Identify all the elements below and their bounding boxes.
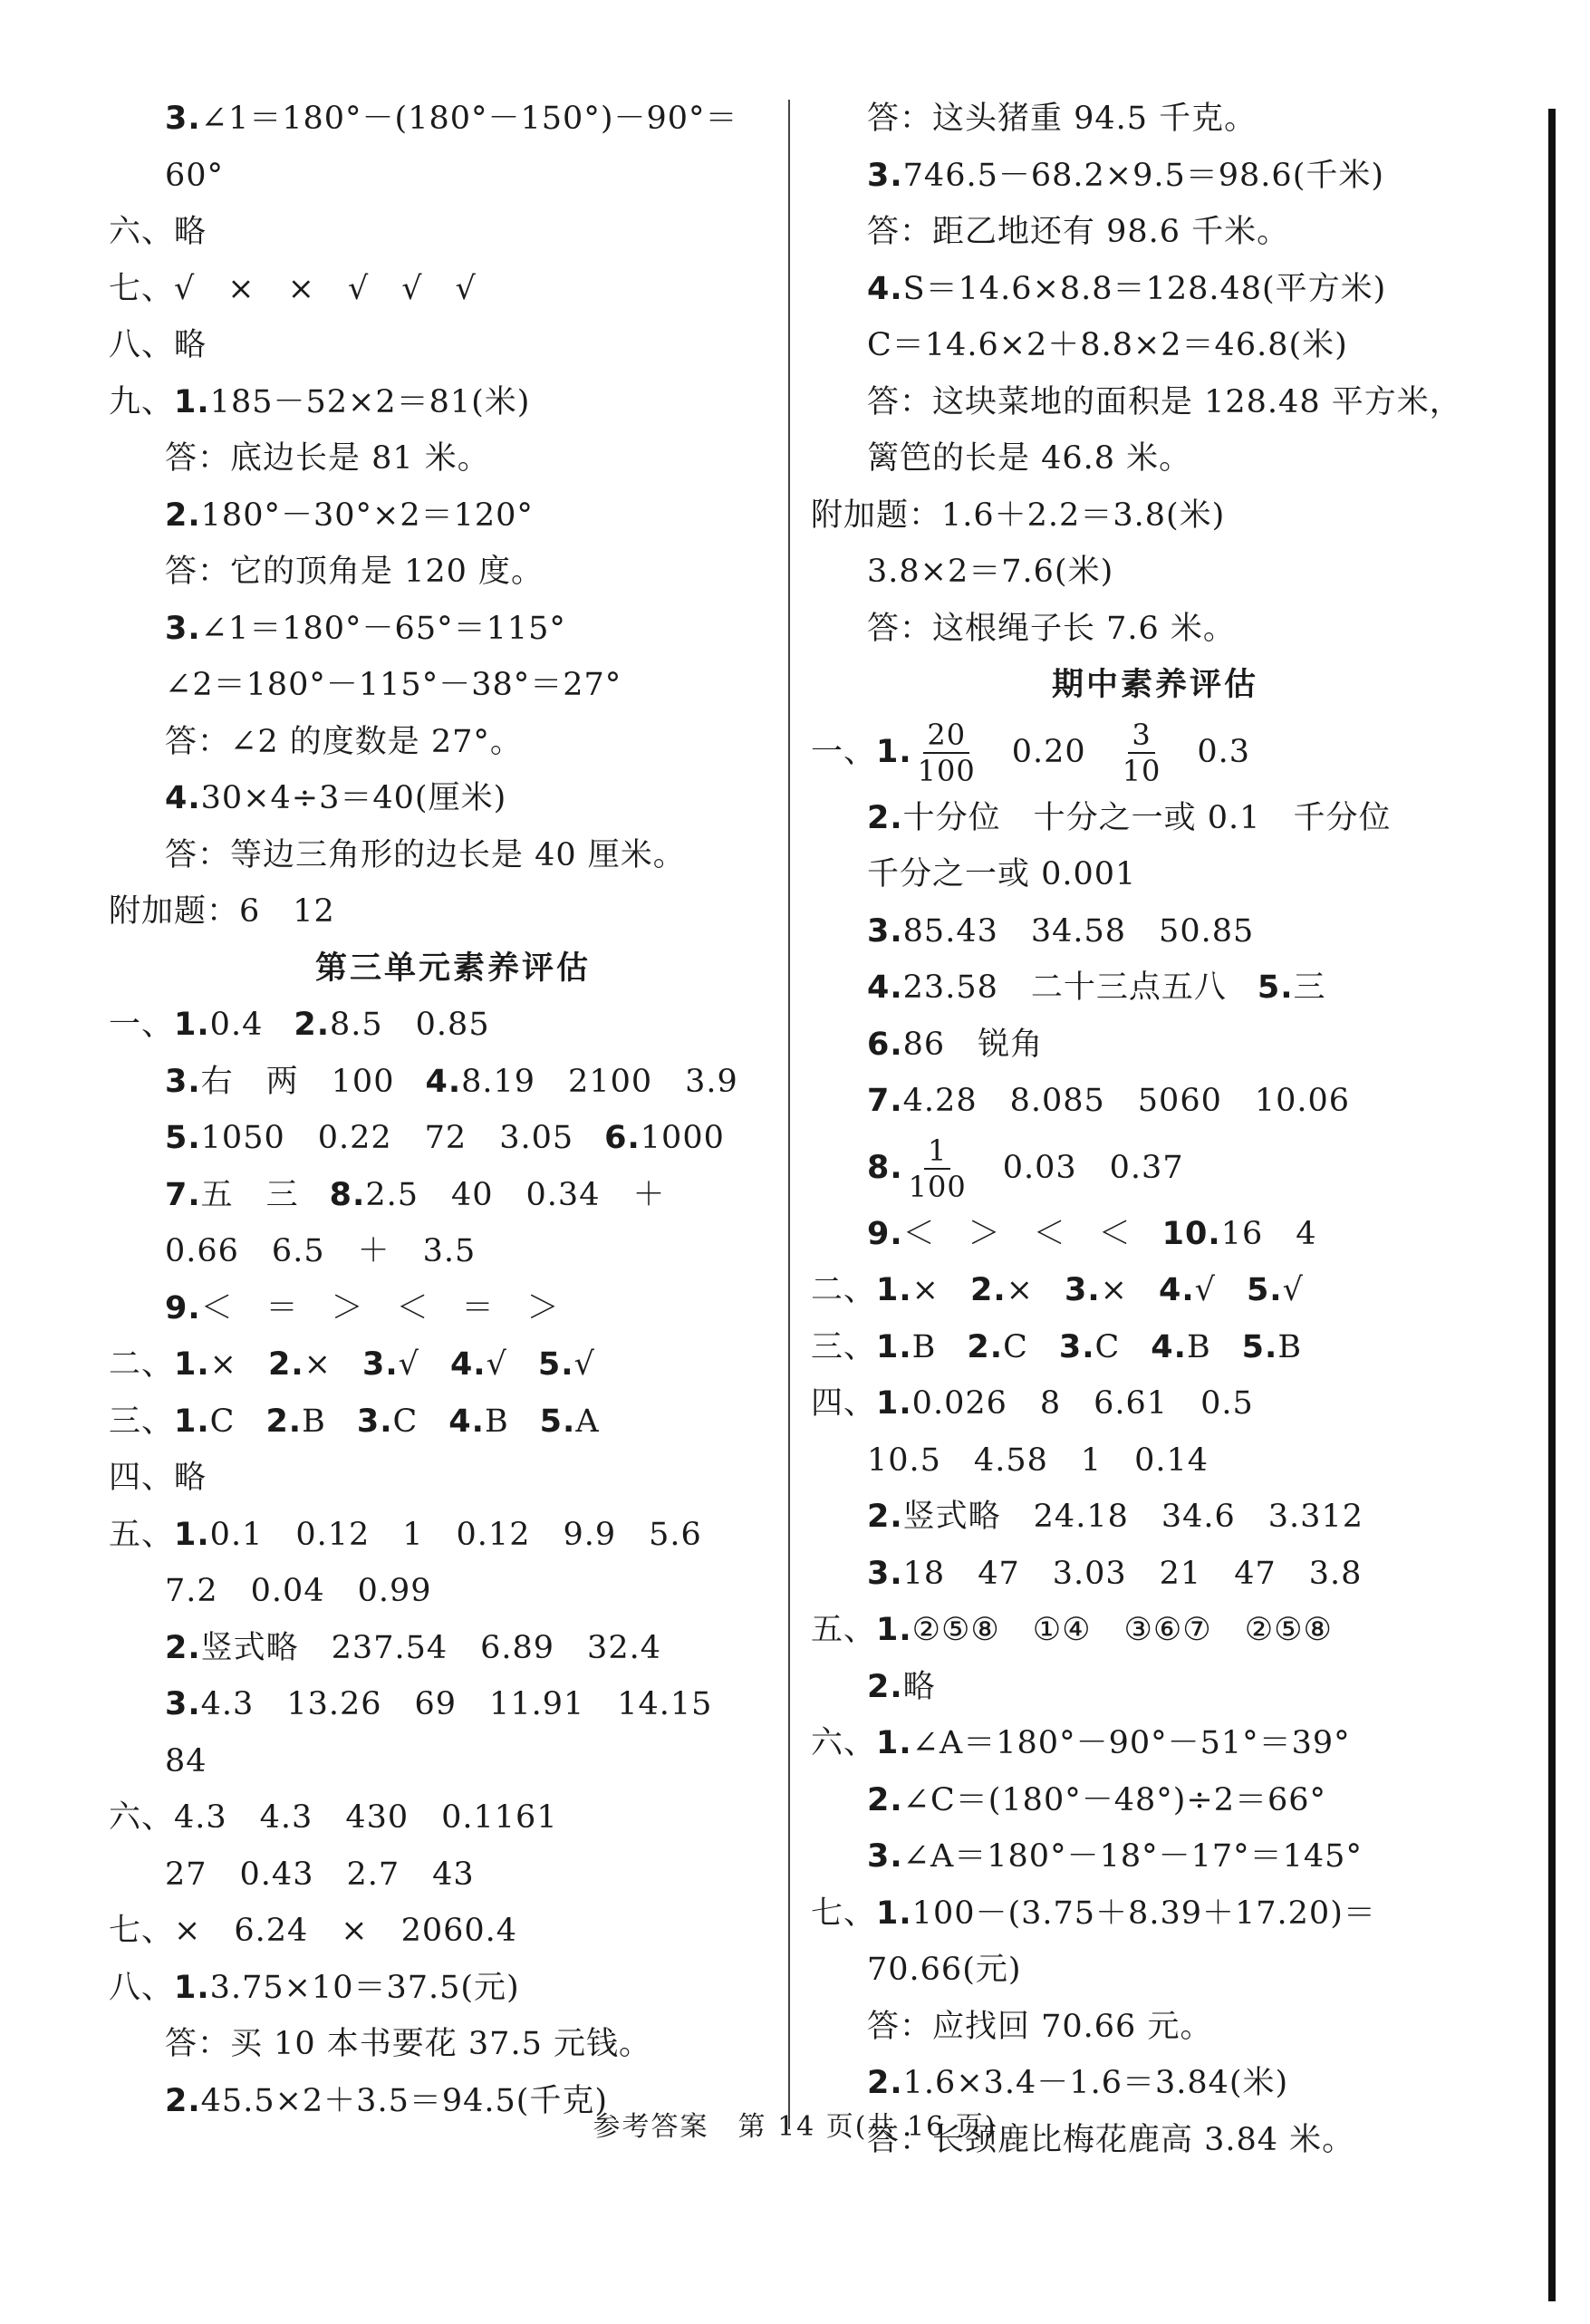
answer-line bbox=[811, 1885, 1499, 1943]
answer-text: 三 bbox=[1293, 969, 1326, 1006]
question-number: 1. bbox=[876, 1385, 912, 1422]
question-number: 4. bbox=[165, 780, 201, 816]
answer-line bbox=[811, 1772, 1499, 1829]
section-number: 一、 bbox=[109, 1007, 175, 1043]
fraction-denominator: 100 bbox=[917, 754, 976, 788]
answer-line bbox=[109, 430, 797, 487]
answer-text: C bbox=[392, 1403, 419, 1440]
answer-line bbox=[811, 430, 1499, 487]
question-number: 1. bbox=[174, 1007, 210, 1043]
answer-text: 746.5－68.2×9.5＝98.6(千米) bbox=[902, 157, 1385, 194]
fraction-denominator: 10 bbox=[1122, 754, 1161, 788]
question-number: 1. bbox=[876, 1272, 912, 1308]
question-number: 8. bbox=[867, 1149, 903, 1186]
question-number: 5. bbox=[1257, 969, 1294, 1006]
fraction-numerator: 20 bbox=[923, 718, 969, 754]
question-number: 3. bbox=[867, 1555, 903, 1592]
section-number: 六、 bbox=[811, 1725, 877, 1761]
question-number: 2. bbox=[867, 1499, 903, 1535]
question-number: 3. bbox=[165, 610, 201, 647]
section-number: 八、 bbox=[109, 1969, 175, 2006]
answer-text: √ bbox=[573, 1346, 595, 1383]
answer-text: 附加题：1.6＋2.2＝3.8(米) bbox=[811, 497, 1226, 534]
answer-text: 附加题：6 12 bbox=[109, 893, 335, 930]
answer-line bbox=[811, 487, 1499, 545]
answer-line bbox=[109, 601, 797, 658]
answer-text: 4.3 13.26 69 11.91 14.15 bbox=[200, 1686, 713, 1722]
answer-line bbox=[109, 1336, 797, 1393]
answer-text: 1.6×3.4－1.6＝3.84(米) bbox=[902, 2065, 1289, 2101]
question-number: 7. bbox=[867, 1083, 903, 1119]
question-number: 6. bbox=[867, 1026, 903, 1063]
answer-line bbox=[811, 1073, 1499, 1130]
answer-text: 七、× 6.24 × 2060.4 bbox=[109, 1913, 518, 1949]
answer-text: 84 bbox=[165, 1742, 207, 1779]
page-footer: 参考答案 第 14 页(共 16 页) bbox=[593, 2111, 997, 2143]
answer-text: S＝14.6×8.8＝128.48(平方米) bbox=[902, 270, 1387, 307]
section-number: 七、 bbox=[811, 1895, 877, 1932]
question-number: 5. bbox=[165, 1120, 201, 1156]
answer-line bbox=[811, 1130, 1499, 1206]
answer-text: 27 0.43 2.7 43 bbox=[165, 1856, 475, 1893]
answer-line bbox=[811, 1319, 1499, 1376]
answer-text: ＜ ＝ ＞ ＜ ＝ ＞ bbox=[200, 1289, 560, 1326]
answer-line bbox=[109, 1960, 797, 2017]
question-number: 2. bbox=[265, 1403, 303, 1440]
answer-text: C bbox=[209, 1403, 236, 1440]
answer-line bbox=[109, 261, 797, 318]
answer-text: 1000 bbox=[640, 1120, 725, 1156]
answer-text: 100－(3.75＋8.39＋17.20)＝ bbox=[911, 1895, 1376, 1932]
section-number: 三、 bbox=[109, 1403, 175, 1440]
answer-line bbox=[109, 1054, 797, 1111]
question-number: 3. bbox=[165, 1063, 201, 1100]
answer-line bbox=[811, 204, 1499, 261]
answer-line bbox=[811, 903, 1499, 960]
question-number: 2. bbox=[967, 1328, 1004, 1365]
answer-line bbox=[109, 1110, 797, 1167]
answer-text: 8.5 0.85 bbox=[330, 1007, 490, 1043]
answer-text: 86 锐角 bbox=[902, 1026, 1044, 1063]
answer-line bbox=[811, 544, 1499, 601]
answer-text: 185－52×2＝81(米) bbox=[209, 383, 531, 420]
answer-text: √ bbox=[398, 1346, 419, 1383]
question-number: 1. bbox=[876, 733, 912, 770]
answer-text: 答：这根绳子长 7.6 米。 bbox=[867, 610, 1236, 647]
answer-text: 答：买 10 本书要花 37.5 元钱。 bbox=[165, 2026, 651, 2062]
answer-text: B bbox=[911, 1328, 937, 1365]
answer-line bbox=[109, 770, 797, 827]
answer-text: × bbox=[1006, 1272, 1034, 1308]
answer-text: ∠1＝180°－65°＝115° bbox=[200, 610, 566, 647]
question-number: 2. bbox=[165, 2082, 201, 2119]
answer-text: 18 47 3.03 21 47 3.8 bbox=[902, 1555, 1363, 1592]
answer-text: 答：∠2 的度数是 27°。 bbox=[165, 723, 523, 760]
question-number: 2. bbox=[867, 1781, 903, 1818]
answer-text: 六、4.3 4.3 430 0.1161 bbox=[109, 1799, 558, 1836]
answer-text: 答：它的顶角是 120 度。 bbox=[165, 554, 544, 590]
question-number: 2. bbox=[165, 497, 201, 534]
answer-text: B bbox=[1186, 1328, 1211, 1365]
question-number: 1. bbox=[876, 1725, 912, 1761]
answer-line bbox=[109, 714, 797, 771]
answer-line bbox=[109, 657, 797, 714]
answer-text: 70.66(元) bbox=[867, 1952, 1022, 1988]
answer-line bbox=[811, 1828, 1499, 1885]
question-number: 1. bbox=[876, 1612, 912, 1648]
fraction bbox=[1123, 718, 1161, 788]
answer-text: 180°－30°×2＝120° bbox=[200, 497, 534, 534]
section-number: 九、 bbox=[109, 383, 175, 420]
answer-text: √ bbox=[1194, 1272, 1216, 1308]
answer-text: ∠A＝180°－90°－51°＝39° bbox=[911, 1725, 1351, 1761]
answer-text: 3.75×10＝37.5(元) bbox=[209, 1969, 520, 2006]
answer-text: 60° bbox=[165, 157, 225, 194]
answer-line bbox=[109, 487, 797, 545]
answer-line bbox=[811, 1999, 1499, 2056]
answer-text: 答：这块菜地的面积是 128.48 平方米， bbox=[867, 383, 1462, 420]
question-number: 7. bbox=[165, 1176, 201, 1213]
question-number: 1. bbox=[174, 1516, 210, 1553]
answer-text: 右 两 100 bbox=[200, 1063, 395, 1100]
answer-text: × bbox=[304, 1346, 332, 1383]
answer-line bbox=[109, 91, 797, 148]
question-number: 3. bbox=[867, 912, 903, 950]
answer-text: 七、√ × × √ √ √ bbox=[109, 270, 477, 307]
answer-line bbox=[811, 601, 1499, 658]
answer-text: 0.026 8 6.61 0.5 bbox=[911, 1385, 1254, 1422]
question-number: 5. bbox=[539, 1403, 576, 1440]
question-number: 5. bbox=[537, 1346, 574, 1383]
answer-text: 八、略 bbox=[109, 327, 207, 363]
answer-line bbox=[109, 1676, 797, 1733]
answer-text: × bbox=[209, 1346, 237, 1383]
answer-text: 85.43 34.58 50.85 bbox=[902, 912, 1255, 950]
answer-line bbox=[811, 846, 1499, 903]
question-number: 3. bbox=[867, 1838, 903, 1875]
answer-line bbox=[811, 1546, 1499, 1603]
question-number: 3. bbox=[1064, 1272, 1101, 1308]
fraction-numerator: 1 bbox=[924, 1133, 950, 1170]
answer-text: 8.19 2100 3.9 bbox=[461, 1063, 738, 1100]
answer-line bbox=[109, 1223, 797, 1280]
question-number: 3. bbox=[1058, 1328, 1095, 1365]
answer-line bbox=[811, 261, 1499, 318]
right-column bbox=[811, 91, 1499, 2168]
question-number: 1. bbox=[174, 1969, 210, 2006]
section-number: 二、 bbox=[109, 1346, 175, 1383]
answer-text: 0.3 bbox=[1197, 733, 1251, 770]
answer-line bbox=[811, 1262, 1499, 1319]
left-column bbox=[109, 91, 797, 2129]
answer-text: 45.5×2＋3.5＝94.5(千克) bbox=[200, 2082, 609, 2119]
question-number: 3. bbox=[867, 157, 903, 194]
answer-text: 篱笆的长是 46.8 米。 bbox=[867, 440, 1192, 477]
fraction-numerator: 3 bbox=[1128, 718, 1154, 754]
answer-text: 略 bbox=[902, 1668, 936, 1705]
answer-text: 10.5 4.58 1 0.14 bbox=[867, 1442, 1209, 1479]
question-number: 2. bbox=[867, 1668, 903, 1705]
answer-text: 0.20 bbox=[1011, 733, 1086, 770]
answer-text: × bbox=[1100, 1272, 1128, 1308]
answer-line bbox=[109, 374, 797, 431]
answer-line bbox=[109, 204, 797, 261]
question-number: 2. bbox=[867, 799, 903, 836]
answer-text: ∠C＝(180°－48°)÷2＝66° bbox=[902, 1781, 1327, 1818]
answer-text: 竖式略 237.54 6.89 32.4 bbox=[200, 1629, 661, 1666]
section-title: 第三单元素养评估 bbox=[314, 950, 591, 987]
section-number: 一、 bbox=[811, 733, 877, 770]
answer-text: 竖式略 24.18 34.6 3.312 bbox=[902, 1499, 1364, 1535]
question-number: 4. bbox=[867, 969, 903, 1006]
question-number: 4. bbox=[425, 1063, 462, 1100]
section-number: 二、 bbox=[811, 1272, 877, 1308]
section-number: 五、 bbox=[811, 1612, 877, 1648]
answer-text: 0.03 0.37 bbox=[1002, 1149, 1184, 1186]
answer-text: ∠1＝180°－(180°－150°)－90°＝ bbox=[200, 101, 738, 137]
answer-text: 16 4 bbox=[1220, 1215, 1317, 1252]
question-number: 1. bbox=[174, 383, 210, 420]
fraction-denominator: 100 bbox=[908, 1170, 967, 1204]
answer-line bbox=[109, 827, 797, 884]
question-number: 2. bbox=[268, 1346, 304, 1383]
answer-line bbox=[109, 1789, 797, 1847]
question-number: 4. bbox=[448, 1403, 485, 1440]
answer-text: 答：等边三角形的边长是 40 厘米。 bbox=[165, 836, 686, 873]
answer-text: 30×4÷3＝40(厘米) bbox=[200, 780, 507, 816]
question-number: 6. bbox=[604, 1120, 641, 1156]
answer-text: 五 三 bbox=[200, 1176, 299, 1213]
answer-text: √ bbox=[486, 1346, 507, 1383]
question-number: 2. bbox=[867, 2065, 903, 2101]
question-number: 5. bbox=[1246, 1272, 1283, 1308]
answer-line bbox=[811, 1432, 1499, 1490]
answer-text: 23.58 二十三点五八 bbox=[902, 969, 1227, 1006]
answer-line bbox=[811, 959, 1499, 1017]
answer-line bbox=[811, 374, 1499, 431]
section-number: 四、 bbox=[811, 1385, 877, 1422]
question-number: 3. bbox=[165, 1686, 201, 1722]
answer-text: 1050 0.22 72 3.05 bbox=[200, 1120, 574, 1156]
answer-text: 3.8×2＝7.6(米) bbox=[867, 554, 1114, 590]
answer-text: 答：这头猪重 94.5 千克。 bbox=[867, 101, 1258, 137]
answer-line bbox=[109, 148, 797, 205]
question-number: 9. bbox=[867, 1215, 903, 1252]
answer-line bbox=[109, 1733, 797, 1790]
answer-text: ∠2＝180°－115°－38°＝27° bbox=[165, 667, 622, 703]
answer-line bbox=[109, 1167, 797, 1224]
question-number: 4. bbox=[1151, 1328, 1187, 1365]
question-number: 5. bbox=[1241, 1328, 1278, 1365]
answer-text: 四、略 bbox=[109, 1460, 207, 1496]
section-number: 三、 bbox=[811, 1328, 877, 1365]
answer-line bbox=[109, 1507, 797, 1564]
answer-line bbox=[811, 1602, 1499, 1659]
answer-line bbox=[811, 1659, 1499, 1716]
answer-text: C bbox=[1003, 1328, 1028, 1365]
answer-line bbox=[109, 1280, 797, 1337]
answer-text: 4.28 8.085 5060 10.06 bbox=[902, 1083, 1351, 1119]
answer-line bbox=[811, 148, 1499, 205]
answer-text: B bbox=[484, 1403, 509, 1440]
section-number: 五、 bbox=[109, 1516, 175, 1553]
answer-text: × bbox=[911, 1272, 940, 1308]
answer-text: ∠A＝180°－18°－17°＝145° bbox=[902, 1838, 1363, 1875]
answer-line bbox=[109, 997, 797, 1054]
answer-text: 答：距乙地还有 98.6 千米。 bbox=[867, 214, 1290, 250]
answer-line bbox=[109, 1393, 797, 1451]
question-number: 3. bbox=[361, 1346, 399, 1383]
answer-text: 2.5 40 0.34 ＋ bbox=[365, 1176, 666, 1213]
question-number: 4. bbox=[449, 1346, 487, 1383]
question-number: 4. bbox=[867, 270, 903, 307]
answer-line bbox=[811, 1206, 1499, 1263]
answer-line bbox=[109, 1903, 797, 1960]
answer-text: ②⑤⑧ ①④ ③⑥⑦ ②⑤⑧ bbox=[911, 1612, 1333, 1648]
answer-text: 千分之一或 0.001 bbox=[867, 856, 1137, 892]
answer-text: 六、略 bbox=[109, 214, 207, 250]
answer-text: 答：应找回 70.66 元。 bbox=[867, 2008, 1213, 2045]
answer-line bbox=[811, 1942, 1499, 1999]
question-number: 2. bbox=[294, 1007, 330, 1043]
answer-line bbox=[811, 1375, 1499, 1432]
answer-line bbox=[811, 317, 1499, 374]
fraction bbox=[909, 1133, 967, 1204]
question-number: 3. bbox=[165, 101, 201, 137]
answer-text: C＝14.6×2＋8.8×2＝46.8(米) bbox=[867, 327, 1348, 363]
fraction bbox=[918, 718, 976, 788]
page-edge-bar bbox=[1548, 109, 1556, 2301]
question-number: 1. bbox=[876, 1328, 912, 1365]
answer-line bbox=[811, 91, 1499, 148]
answer-line bbox=[811, 1489, 1499, 1546]
section-title: 期中素养评估 bbox=[1051, 667, 1258, 703]
question-number: 4. bbox=[1158, 1272, 1195, 1308]
question-number: 1. bbox=[174, 1403, 210, 1440]
answer-text: ＜ ＞ ＜ ＜ bbox=[902, 1215, 1132, 1252]
question-number: 1. bbox=[174, 1346, 210, 1383]
question-number: 2. bbox=[165, 1629, 201, 1666]
answer-line bbox=[109, 2016, 797, 2073]
answer-text: 7.2 0.04 0.99 bbox=[165, 1573, 432, 1609]
answer-line bbox=[109, 1563, 797, 1620]
question-number: 2. bbox=[970, 1272, 1007, 1308]
answer-text: 答：底边长是 81 米。 bbox=[165, 440, 490, 477]
answer-line bbox=[109, 544, 797, 601]
answer-line bbox=[811, 1715, 1499, 1772]
question-number: 8. bbox=[329, 1176, 366, 1213]
answer-text: 十分位 十分之一或 0.1 千分位 bbox=[902, 799, 1392, 836]
answer-text: 答：长颈鹿比梅花鹿高 3.84 米。 bbox=[867, 2121, 1355, 2158]
answer-text: 0.1 0.12 1 0.12 9.9 5.6 bbox=[209, 1516, 702, 1553]
question-number: 9. bbox=[165, 1289, 201, 1326]
answer-text: 0.66 6.5 ＋ 3.5 bbox=[165, 1233, 477, 1269]
answer-line bbox=[109, 1450, 797, 1507]
answer-line bbox=[109, 1847, 797, 1904]
question-number: 3. bbox=[356, 1403, 393, 1440]
answer-line bbox=[109, 1620, 797, 1677]
question-number: 1. bbox=[876, 1895, 912, 1932]
question-number: 10. bbox=[1161, 1215, 1221, 1252]
answer-text: √ bbox=[1282, 1272, 1304, 1308]
answer-text: 0.4 bbox=[209, 1007, 264, 1043]
answer-line bbox=[811, 790, 1499, 847]
answer-text: B bbox=[1277, 1328, 1303, 1365]
answer-text: B bbox=[302, 1403, 326, 1440]
column-divider bbox=[788, 100, 790, 2129]
answer-text: C bbox=[1094, 1328, 1121, 1365]
answer-line bbox=[109, 317, 797, 374]
answer-line bbox=[811, 1017, 1499, 1074]
answer-line bbox=[109, 883, 797, 940]
answer-line bbox=[811, 714, 1499, 790]
answer-text: A bbox=[575, 1403, 600, 1440]
